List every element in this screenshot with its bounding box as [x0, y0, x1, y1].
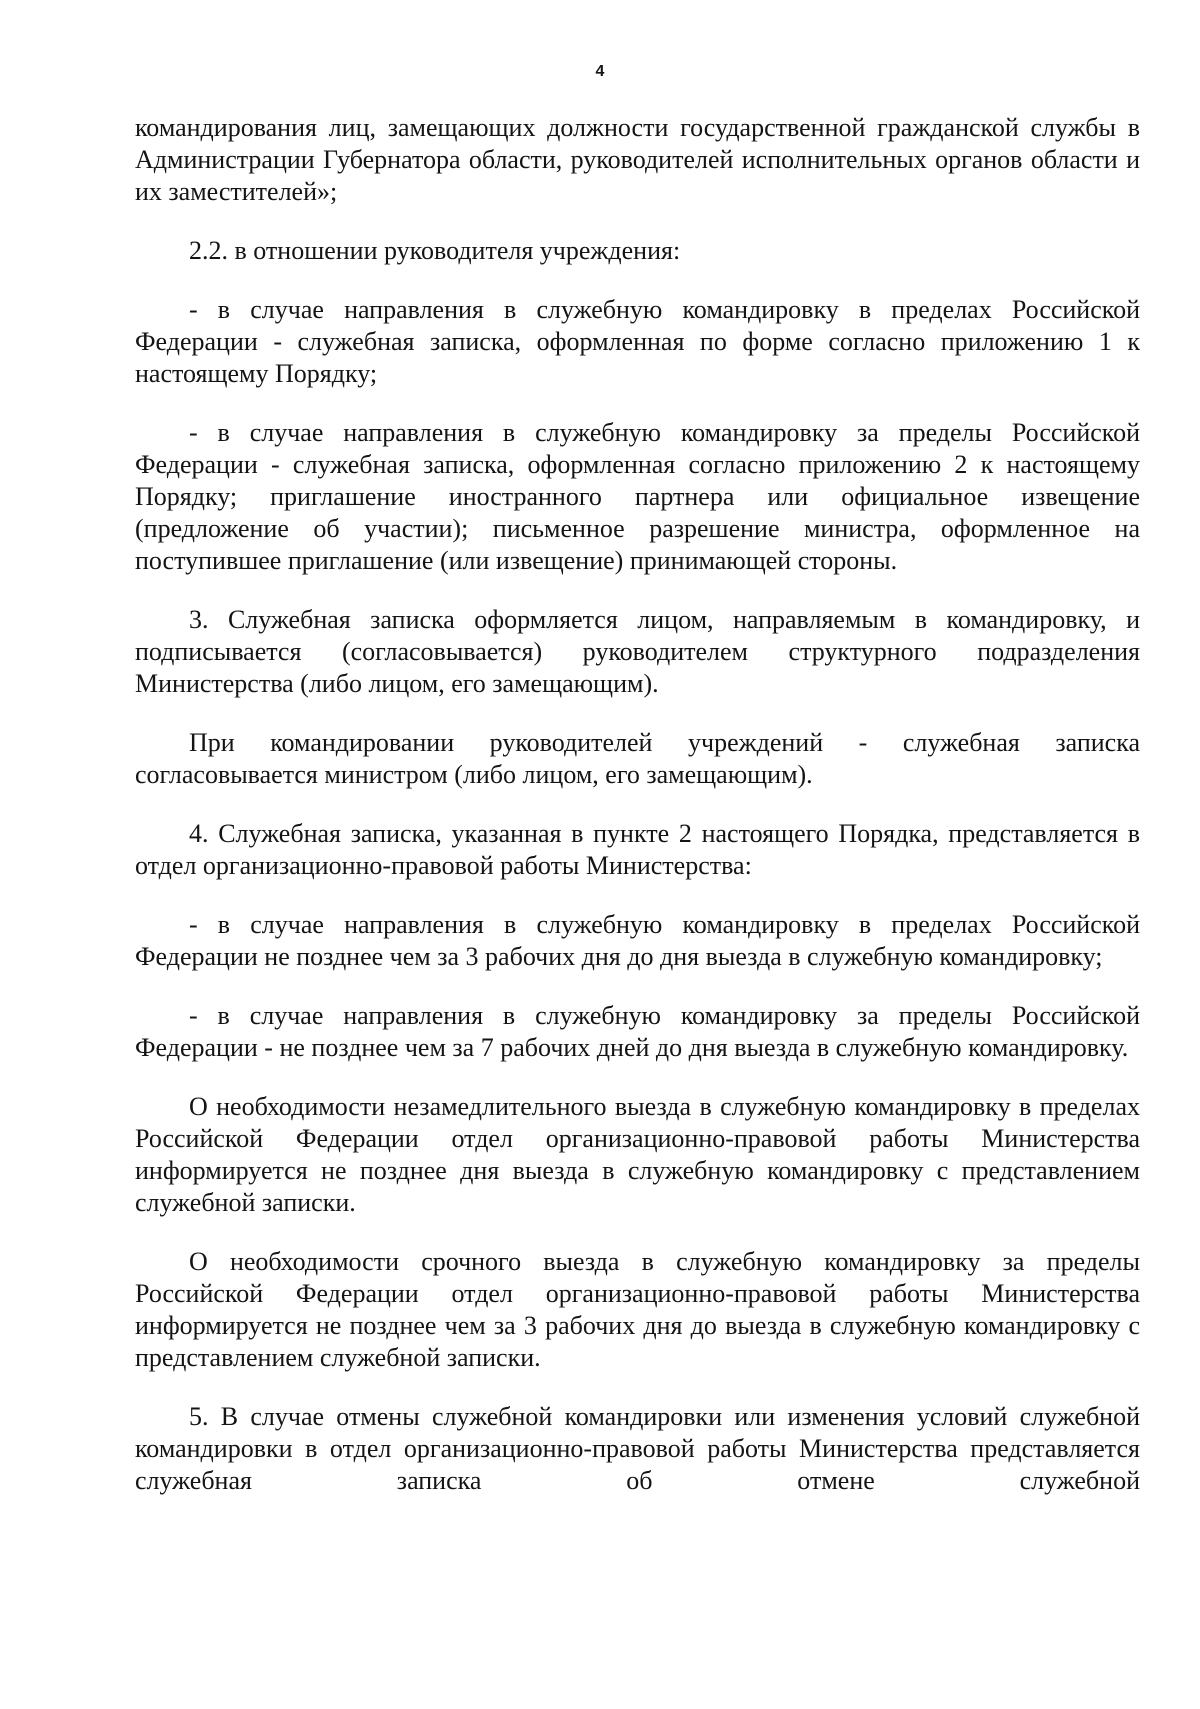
paragraph-urgent-rf: О необходимости незамедлительного выезда в служебную командировку в пределах Российской Федерации отдел организационно-правовой работы Министерства информируется не позднее дня выезда в служебную командировку с представлением служебной записки. — [135, 1092, 1140, 1217]
paragraph-2-2: 2.2. в отношении руководителя учреждения: — [189, 236, 681, 265]
paragraph-4-item-rf: - в случае направления в служебную командировку в пределах Российской Федерации не позднее чем за 3 рабочих дня до дня выезда в служебную командировку; — [135, 910, 1140, 971]
paragraph-3: 3. Служебная записка оформляется лицом, направляемым в командировку, и подписывается (согласовывается) руководителем структурного подразделения Министерства (либо лицом, его замещающим). — [135, 605, 1140, 698]
paragraph-5: 5. В случае отмены служебной командировки или изменения условий служебной командировки в отдел организационно-правовой работы Министерства представляется служебная записка об отмене служебной — [135, 1402, 1140, 1495]
page-number: 4 — [595, 63, 605, 80]
document-body — [135, 112, 1140, 1497]
paragraph-item-abroad: - в случае направления в служебную командировку за пределы Российской Федерации - служебная записка, оформленная согласно приложению 2 к настоящему Порядку; приглашение иностранного партнера или официальное извещение (предложение об участии); письменное разрешение министра, оформленное на поступившее приглашение (или извещение) принимающей стороны. — [135, 418, 1140, 575]
paragraph-item-rf: - в случае направления в служебную командировку в пределах Российской Федерации - служебная записка, оформленная по форме согласно приложению 1 к настоящему Порядку; — [135, 295, 1140, 388]
paragraph-urgent-abroad: О необходимости срочного выезда в служебную командировку за пределы Российской Федерации отдел организационно-правовой работы Министерства информируется не позднее чем за 3 рабочих дня до выезда в служебную командировку с представлением служебной записки. — [135, 1247, 1140, 1372]
paragraph-continuation: командирования лиц, замещающих должности государственной гражданской службы в Администрации Губернатора области, руководителей исполнительных органов области и их заместителей»; — [135, 113, 1140, 206]
paragraph-4: 4. Служебная записка, указанная в пункте 2 настоящего Порядка, представляется в отдел организационно-правовой работы Министерства: — [135, 819, 1140, 880]
paragraph-4-item-abroad: - в случае направления в служебную командировку за пределы Российской Федерации - не позднее чем за 7 рабочих дней до дня выезда в служебную командировку. — [135, 1001, 1140, 1062]
paragraph-3-heads: При командировании руководителей учреждений - служебная записка согласовывается министром (либо лицом, его замещающим). — [135, 728, 1140, 789]
